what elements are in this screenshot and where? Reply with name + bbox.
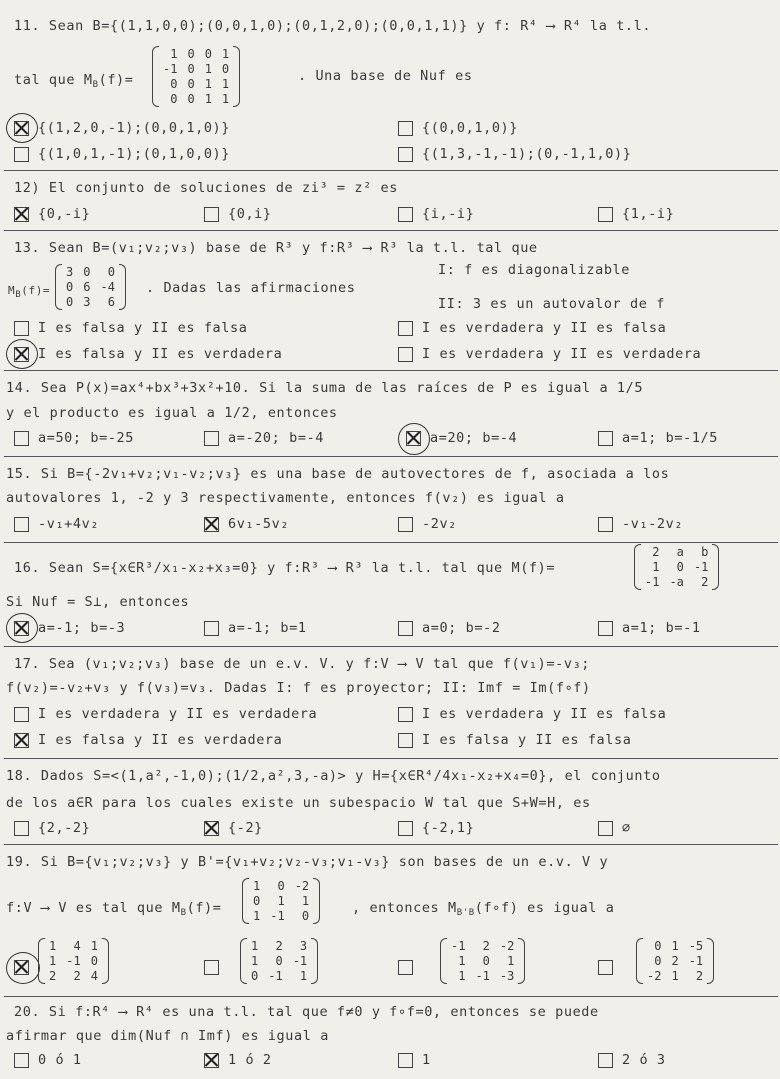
divider — [4, 844, 778, 845]
divider — [4, 646, 778, 647]
matrix-cell: 1 — [652, 560, 660, 574]
matrix-cell: 2 — [695, 969, 704, 983]
q15-option-b[interactable]: 6v₁-5v₂ — [204, 516, 289, 532]
matrix-cell: 1 — [458, 969, 466, 983]
q12-option-d[interactable]: {1,-i} — [598, 206, 674, 222]
q11-statement: 11. Sean B={(1,1,0,0);(0,0,1,0);(0,1,2,0);(0,0,1,1)} y f: R⁴ ⟶ R⁴ la t.l. — [14, 18, 652, 34]
checkbox-icon[interactable] — [398, 733, 413, 748]
divider — [4, 542, 778, 543]
matrix-cell: -1 — [693, 560, 709, 574]
matrix-cell: -1 — [645, 575, 660, 589]
checkbox-icon[interactable] — [14, 1053, 29, 1068]
matrix-cell: 1 — [277, 894, 285, 908]
checkbox-icon[interactable] — [398, 207, 413, 222]
q14-statement: 14. Sea P(x)=ax⁴+bx³+3x²+10. Si la suma de las raíces de P es igual a 1/5 — [6, 380, 644, 396]
matrix-cell: 1 — [221, 47, 230, 61]
matrix-cell: 1 — [204, 92, 212, 106]
q20-option-d[interactable]: 2 ó 3 — [598, 1052, 666, 1068]
q19-option-b[interactable] — [204, 960, 228, 975]
matrix-cell: 0 — [301, 909, 310, 923]
matrix-cell: 1 — [90, 939, 98, 953]
matrix-cell: 1 — [221, 92, 230, 106]
q11-statement-3: . Una base de Nuf es — [298, 68, 473, 84]
checkbox-icon[interactable] — [14, 147, 29, 162]
q13-matrix — [55, 264, 126, 310]
matrix-cell: -1 — [268, 969, 283, 983]
matrix-cell: -1 — [292, 954, 308, 968]
matrix-cell: -1 — [163, 62, 178, 76]
circle-mark-icon — [6, 113, 38, 143]
q13-option-c[interactable]: I es falsa y II es verdadera — [14, 346, 282, 362]
checked-box-icon[interactable] — [204, 821, 219, 836]
checkbox-icon[interactable] — [14, 517, 29, 532]
matrix-cell: 1 — [507, 954, 515, 968]
checked-box-icon[interactable] — [14, 207, 29, 222]
q13-afirm: . Dadas las afirmaciones — [146, 280, 356, 296]
q20-option-b[interactable]: 1 ó 2 — [204, 1052, 272, 1068]
matrix-cell: 1 — [204, 62, 212, 76]
checkbox-icon[interactable] — [598, 621, 613, 636]
matrix-cell: 3 — [299, 939, 308, 953]
matrix-cell: 2 — [73, 969, 81, 983]
matrix-cell: 1 — [49, 954, 57, 968]
matrix-cell: 1 — [671, 969, 679, 983]
q12-statement: 12) El conjunto de soluciones de zi³ = z² es — [14, 180, 399, 196]
matrix-cell: 0 — [676, 560, 684, 574]
q19-option-c[interactable] — [398, 960, 422, 975]
q18-option-b[interactable]: {-2} — [204, 820, 263, 836]
matrix-cell: 6 — [83, 280, 91, 294]
checkbox-icon[interactable] — [14, 321, 29, 336]
q16-option-c[interactable]: a=0; b=-2 — [398, 620, 501, 636]
q15-statement-2: autovalores 1, -2 y 3 respectivamente, entonces f(v₂) es igual a — [6, 490, 565, 506]
checked-box-icon[interactable] — [204, 1053, 219, 1068]
bracket-left — [152, 46, 159, 107]
q13-option-d[interactable]: I es verdadera y II es verdadera — [398, 346, 701, 362]
q16-matrix — [634, 544, 719, 590]
checkbox-icon[interactable] — [14, 821, 29, 836]
q11-option-d[interactable]: {(1,3,-1,-1);(0,-1,1,0)} — [398, 146, 631, 162]
q19-matrix — [242, 878, 320, 924]
q18-statement-2: de los a∈R para los cuales existe un subespacio W tal que S+W=H, es — [6, 795, 591, 811]
matrix-cell: 0 — [654, 954, 662, 968]
matrix-cell: -4 — [100, 280, 115, 294]
checkbox-icon[interactable] — [204, 621, 219, 636]
checkbox-icon[interactable] — [204, 207, 219, 222]
checked-box-icon[interactable] — [14, 733, 29, 748]
matrix-cell: -1 — [270, 909, 285, 923]
matrix-cell: 0 — [277, 879, 285, 893]
q18-option-c[interactable]: {-2,1} — [398, 820, 474, 836]
q19-option-a-matrix — [38, 938, 109, 984]
divider — [4, 456, 778, 457]
matrix-cell: 3 — [83, 295, 91, 309]
q14-option-c[interactable]: a=20; b=-4 — [406, 430, 517, 446]
matrix-cell: b — [701, 545, 709, 559]
matrix-cell: 0 — [90, 954, 98, 968]
matrix-cell: 0 — [251, 969, 259, 983]
q18-option-d[interactable]: ∅ — [598, 820, 631, 836]
matrix-cell: 2 — [275, 939, 283, 953]
bracket-right — [311, 938, 318, 984]
divider — [4, 230, 778, 231]
q17-option-b[interactable]: I es verdadera y II es falsa — [398, 706, 666, 722]
q12-option-b[interactable]: {0,i} — [204, 206, 272, 222]
q20-statement: 20. Si f:R⁴ ⟶ R⁴ es una t.l. tal que f≠0 y f∘f=0, entonces se puede — [14, 1004, 599, 1020]
checkbox-icon[interactable] — [398, 121, 413, 136]
q16-statement-2: Si Nuf = S⊥, entonces — [6, 594, 190, 610]
matrix-cell: a — [676, 545, 684, 559]
matrix-cell: -1 — [66, 954, 81, 968]
q20-option-c[interactable]: 1 — [398, 1052, 431, 1068]
q16-option-d[interactable]: a=1; b=-1 — [598, 620, 701, 636]
q19-option-d[interactable] — [598, 960, 622, 975]
q14-option-d[interactable]: a=1; b=-1/5 — [598, 430, 718, 446]
q14-option-a[interactable]: a=50; b=-25 — [14, 430, 134, 446]
matrix-cell: 0 — [204, 47, 212, 61]
matrix-cell: 2 — [671, 954, 679, 968]
q19-option-d-matrix — [636, 938, 714, 984]
q11-option-b[interactable]: {(0,0,1,0)} — [398, 120, 518, 136]
matrix-cell: 1 — [251, 954, 259, 968]
bracket-left — [242, 878, 249, 924]
bracket-left — [636, 938, 643, 984]
matrix-cell: -5 — [688, 939, 704, 953]
q11-option-c[interactable]: {(1,0,1,-1);(0,1,0,0)} — [14, 146, 230, 162]
bracket-right — [712, 544, 719, 590]
q15-option-a[interactable]: -v₁+4v₂ — [14, 516, 99, 532]
q12-option-a[interactable]: {0,-i} — [14, 206, 90, 222]
bracket-right — [102, 938, 109, 984]
q15-statement: 15. Si B={-2v₁+v₂;v₁-v₂;v₃} es una base de autovectores de f, asociada a los — [6, 466, 670, 482]
matrix-cell: 4 — [90, 969, 98, 983]
bracket-left — [55, 264, 62, 310]
checkbox-icon[interactable] — [398, 347, 413, 362]
circle-mark-icon — [6, 339, 38, 369]
matrix-cell: 1 — [671, 939, 679, 953]
q16-option-a[interactable]: a=-1; b=-3 — [14, 620, 125, 636]
q11-statement-2: tal que $M_B(f)=$ — [14, 72, 134, 90]
q18-option-a[interactable]: {2,-2} — [14, 820, 90, 836]
matrix-cell: -2 — [294, 879, 310, 893]
divider — [4, 996, 778, 997]
q16-statement: 16. Sean S={x∈R³/x₁-x₂+x₃=0} y f:R³ ⟶ R³ la t.l. tal que M(f)= — [14, 560, 556, 576]
matrix-cell: 0 — [187, 77, 195, 91]
checkbox-icon[interactable] — [398, 621, 413, 636]
matrix-cell: 0 — [253, 894, 261, 908]
matrix-cell: 1 — [299, 969, 308, 983]
q11-matrix — [152, 46, 240, 107]
matrix-cell: -1 — [688, 954, 704, 968]
matrix-cell: 0 — [187, 92, 195, 106]
matrix-cell: 1 — [251, 939, 259, 953]
matrix-cell: -2 — [647, 969, 662, 983]
circle-mark-icon — [398, 423, 430, 455]
bracket-left — [38, 938, 45, 984]
q17-option-c[interactable]: I es falsa y II es verdadera — [14, 732, 282, 748]
q17-statement-2: f(v₂)=-v₂+v₃ y f(v₃)=v₃. Dadas I: f es proyector; II: Imf = Im(f∘f) — [6, 680, 591, 696]
checkbox-icon[interactable] — [398, 707, 413, 722]
checkbox-icon[interactable] — [598, 821, 613, 836]
q17-option-a[interactable]: I es verdadera y II es verdadera — [14, 706, 317, 722]
matrix-cell: 0 — [654, 939, 662, 953]
bracket-right — [233, 46, 240, 107]
matrix-cell: -2 — [499, 939, 515, 953]
matrix-cell: 1 — [170, 47, 178, 61]
matrix-cell: 3 — [66, 265, 74, 279]
checkbox-icon[interactable] — [598, 1053, 613, 1068]
q20-statement-2: afirmar que dim(Nuf ∩ Imf) es igual a — [6, 1028, 329, 1044]
matrix-cell: 0 — [187, 47, 195, 61]
circle-mark-icon — [6, 952, 40, 984]
q11-option-a[interactable]: {(1,2,0,-1);(0,0,1,0)} — [14, 120, 230, 136]
q20-option-a[interactable]: 0 ó 1 — [14, 1052, 82, 1068]
checkbox-icon[interactable] — [204, 431, 219, 446]
bracket-right — [313, 878, 320, 924]
matrix-cell: 0 — [482, 954, 490, 968]
q15-option-d[interactable]: -v₁-2v₂ — [598, 516, 683, 532]
checkbox-icon[interactable] — [398, 321, 413, 336]
divider — [4, 370, 778, 371]
divider — [4, 758, 778, 759]
matrix-cell: 0 — [187, 62, 195, 76]
q14-statement-2: y el producto es igual a 1/2, entonces — [6, 405, 338, 421]
matrix-cell: 1 — [221, 77, 230, 91]
matrix-cell: 0 — [66, 280, 74, 294]
checkbox-icon[interactable] — [598, 517, 613, 532]
matrix-cell: 1 — [49, 939, 57, 953]
matrix-cell: 6 — [107, 295, 115, 309]
matrix-cell: 4 — [73, 939, 81, 953]
checkbox-icon[interactable] — [598, 431, 613, 446]
q13-I: I: f es diagonalizable — [438, 262, 631, 278]
q19-option-b-matrix — [240, 938, 318, 984]
q19-statement-2: f:V ⟶ V es tal que $M_B(f)=$ — [6, 900, 222, 918]
bracket-right — [518, 938, 525, 984]
matrix-cell: -1 — [451, 939, 466, 953]
q14-option-b[interactable]: a=-20; b=-4 — [204, 430, 324, 446]
checkbox-icon[interactable] — [204, 960, 219, 975]
matrix-cell: 0 — [221, 62, 230, 76]
checked-box-icon[interactable] — [204, 517, 219, 532]
checkbox-icon[interactable] — [14, 431, 29, 446]
q15-option-c[interactable]: -2v₂ — [398, 516, 457, 532]
matrix-cell: -1 — [475, 969, 490, 983]
divider — [4, 170, 778, 171]
checkbox-icon[interactable] — [598, 207, 613, 222]
matrix-cell: -3 — [499, 969, 515, 983]
bracket-left — [634, 544, 641, 590]
q19-option-c-matrix — [440, 938, 525, 984]
q13-II: II: 3 es un autovalor de f — [438, 296, 665, 312]
q13-option-a[interactable]: I es falsa y II es falsa — [14, 320, 247, 336]
checkbox-icon[interactable] — [398, 1053, 413, 1068]
q17-option-d[interactable]: I es falsa y II es falsa — [398, 732, 631, 748]
matrix-cell: 2 — [49, 969, 57, 983]
q12-option-c[interactable]: {i,-i} — [398, 206, 474, 222]
matrix-cell: -a — [669, 575, 684, 589]
matrix-cell: 1 — [204, 77, 212, 91]
matrix-cell: 0 — [83, 265, 91, 279]
checkbox-icon[interactable] — [398, 960, 413, 975]
q17-statement: 17. Sea (v₁;v₂;v₃) base de un e.v. V. y f:V ⟶ V tal que f(v₁)=-v₃; — [14, 656, 591, 672]
matrix-cell: 1 — [458, 954, 466, 968]
matrix-cell: 2 — [701, 575, 709, 589]
q13-statement: 13. Sean B=(v₁;v₂;v₃) base de R³ y f:R³ ⟶ R³ la t.l. tal que — [14, 240, 538, 256]
q13-option-b[interactable]: I es verdadera y II es falsa — [398, 320, 666, 336]
bracket-left — [440, 938, 447, 984]
q19-statement: 19. Si B={v₁;v₂;v₃} y B'={v₁+v₂;v₂-v₃;v₁-v₃} son bases de un e.v. V y — [6, 854, 609, 870]
checkbox-icon[interactable] — [598, 960, 613, 975]
checkbox-icon[interactable] — [398, 517, 413, 532]
matrix-cell: 0 — [66, 295, 74, 309]
bracket-right — [707, 938, 714, 984]
bracket-left — [240, 938, 247, 984]
bracket-right — [119, 264, 126, 310]
checkbox-icon[interactable] — [14, 707, 29, 722]
matrix-cell: 2 — [652, 545, 660, 559]
matrix-cell: 0 — [275, 954, 283, 968]
matrix-cell: 0 — [170, 77, 178, 91]
matrix-cell: 1 — [301, 894, 310, 908]
checkbox-icon[interactable] — [398, 821, 413, 836]
matrix-cell: 0 — [107, 265, 115, 279]
matrix-cell: 1 — [253, 879, 261, 893]
matrix-cell: 1 — [253, 909, 261, 923]
q18-statement: 18. Dados S=<(1,a²,-1,0);(1/2,a²,3,-a)> y H={x∈R⁴/4x₁-x₂+x₄=0}, el conjunto — [6, 768, 661, 784]
checkbox-icon[interactable] — [398, 147, 413, 162]
matrix-cell: 2 — [482, 939, 490, 953]
matrix-cell: 0 — [170, 92, 178, 106]
q19-statement-3: , entonces $M_{B'B}(f\circ f)$ es igual a — [352, 900, 615, 918]
q16-option-b[interactable]: a=-1; b=1 — [204, 620, 307, 636]
q13-matrix-label: $M_B(f)=$ — [8, 284, 51, 300]
circle-mark-icon — [6, 613, 38, 643]
